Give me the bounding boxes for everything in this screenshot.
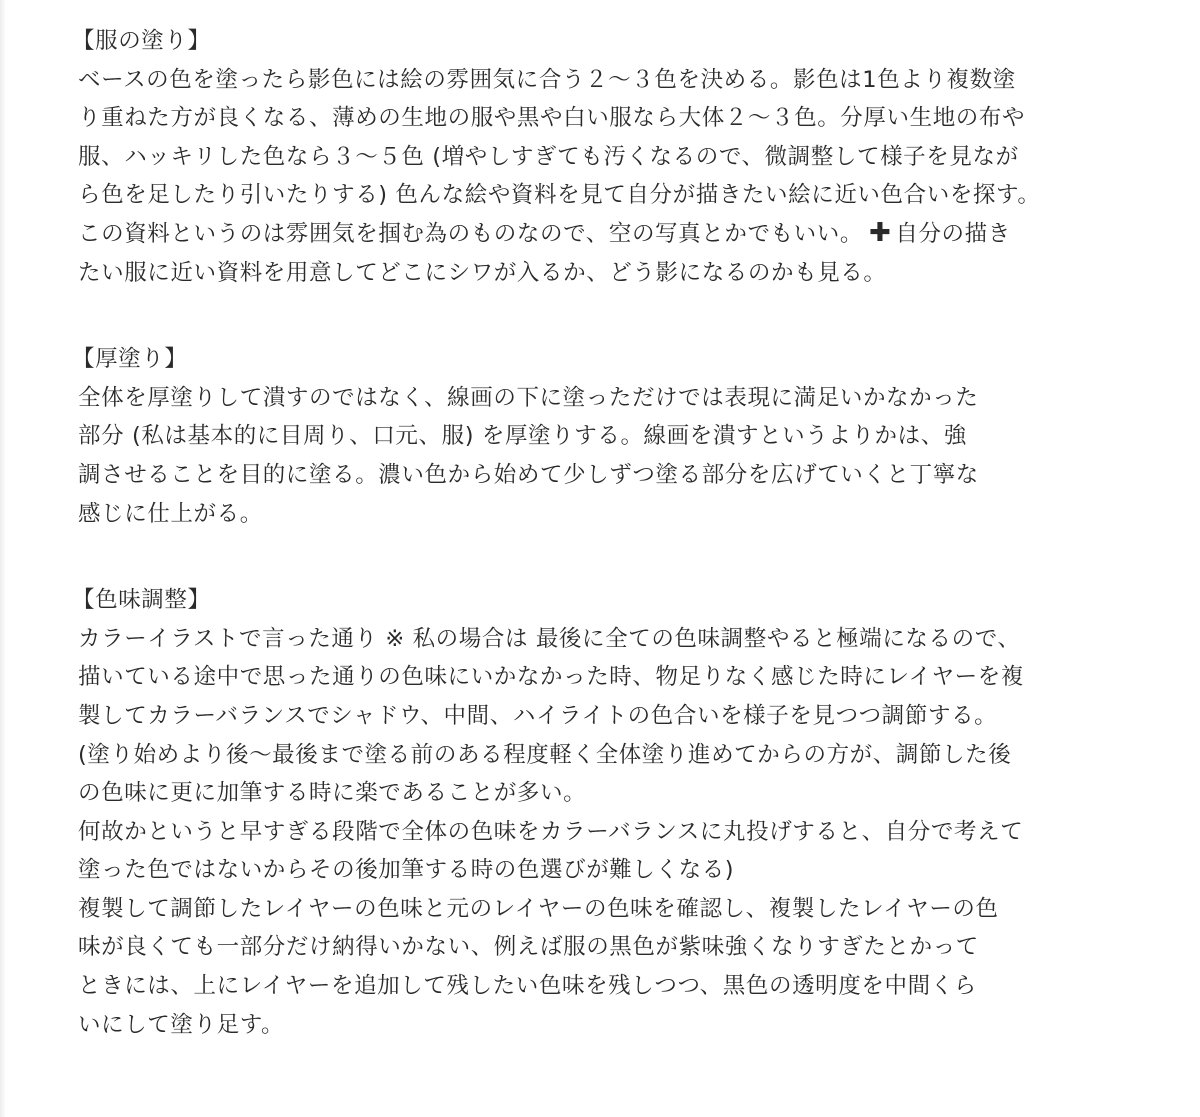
text-line: の色味に更に加筆する時に楽であることが多い。	[78, 780, 587, 807]
text-line: ときには、上にレイヤーを追加して残したい色味を残しつつ、黒色の透明度を中間くら	[78, 973, 977, 1000]
text-line: 部分 (私は基本的に目周り、口元、服) を厚塗りする。線画を潰すというよりかは、強	[78, 423, 967, 450]
text-line: 何故かというと早すぎる段階で全体の色味をカラーバランスに丸投げすると、自分で考えて	[78, 818, 1024, 845]
text-line: り重ねた方が良くなる、薄めの生地の服や黒や白い服なら大体２〜３色。分厚い生地の布や	[78, 105, 1026, 132]
section-thick-painting	[72, 340, 1188, 533]
text-line: 製してカラーバランスでシャドウ、中間、ハイライトの色合いを様子を見つつ調節する。	[78, 702, 998, 729]
text-segment: この資料というのは雰囲気を掴む為のものなので、空の写真とかでもいい。	[78, 220, 863, 247]
section-clothes-painting	[72, 22, 1188, 292]
text-line: ら色を足したり引いたりする) 色んな絵や資料を見て自分が描きたい絵に近い色合いを探す。	[78, 182, 1041, 209]
section-color-adjustment	[72, 581, 1188, 1044]
text-line: 感じに仕上がる。	[78, 500, 263, 527]
text-line-with-plus	[78, 215, 1188, 254]
section-heading: 【厚塗り】	[72, 346, 188, 373]
text-line: いにして塗り足す。	[78, 1011, 285, 1038]
document-body	[72, 22, 1188, 1044]
page-left-edge	[0, 0, 6, 1117]
text-line: 複製して調節したレイヤーの色味と元のレイヤーの色味を確認し、複製したレイヤーの色	[78, 895, 999, 922]
text-line: 服、ハッキリした色なら３〜５色 (増やしすぎても汚くなるので、微調整して様子を見なが	[78, 143, 1019, 170]
section-heading: 【色味調整】	[72, 587, 211, 614]
text-line: たい服に近い資料を用意してどこにシワが入るか、どう影になるのかも見る。	[78, 259, 887, 286]
text-line: 描いている途中で思った通りの色味にいかなかった時、物足りなく感じた時にレイヤーを複	[78, 664, 1024, 691]
plus-icon: ✚	[868, 217, 892, 248]
text-line: 全体を厚塗りして潰すのではなく、線画の下に塗っただけでは表現に満足いかなかった	[78, 384, 979, 411]
section-heading: 【服の塗り】	[72, 28, 211, 54]
text-line: (塗り始めより後〜最後まで塗る前のある程度軽く全体塗り進めてからの方が、調節した後	[78, 741, 1012, 768]
text-line: 塗った色ではないからその後加筆する時の色選びが難しくなる)	[78, 857, 735, 884]
text-line: カラーイラストで言った通り ※ 私の場合は 最後に全ての色味調整やると極端になるので、	[78, 625, 1021, 652]
text-segment: 自分の描き	[895, 220, 1011, 247]
text-line: 味が良くても一部分だけ納得いかない、例えば服の黒色が紫味強くなりすぎたとかって	[78, 934, 979, 961]
text-line: 調させることを目的に塗る。濃い色から始めて少しずつ塗る部分を広げていくと丁寧な	[78, 461, 979, 488]
text-line: ベースの色を塗ったら影色には絵の雰囲気に合う２〜３色を決める。影色は1色より複数塗	[78, 66, 1016, 93]
